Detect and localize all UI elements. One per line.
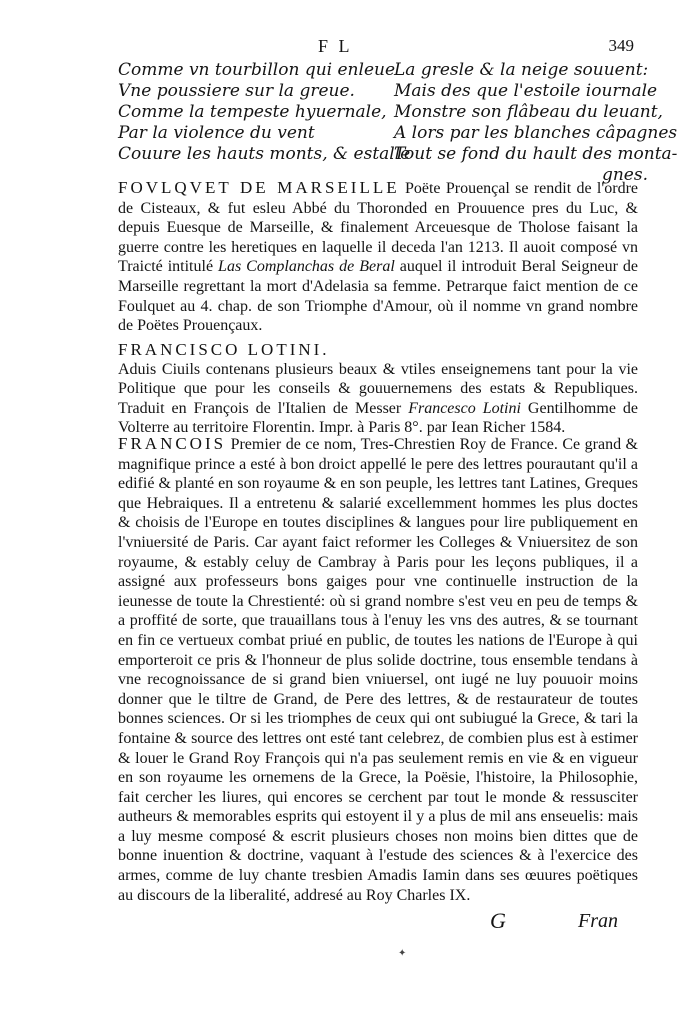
entry-text: Poëte Prouençal se rendit de l'ordre de Cisteaux, & fut esleu Abbé du Thoronded en Prouuence pres du Luc, & depuis Euesque de Marseille, & finalement Arceuesque de Tholose faisant la guerre contre les heretiques en laquelle il deceda l'an 1213. Il auoit composé vn Traicté intitulé <box>118 180 638 276</box>
entry-text: Gentilhomme de Volterre au territoire Florentin. Impr. à Paris 8°. par Iean Richer 1584. <box>118 399 638 437</box>
signature-mark: G <box>490 908 506 933</box>
entry-francois <box>118 434 638 905</box>
poem-line: Tout se fond du hault des monta- <box>394 144 678 164</box>
poem-line: Mais des que l'estoile iournale <box>394 81 658 101</box>
poem-line: La gresle & la neige souuent: <box>394 60 649 80</box>
entry-heading: FOVLQVET DE MARSEILLE <box>118 178 400 197</box>
catchword: Fran <box>578 910 618 932</box>
entry-text: Premier de ce nom, Tres-Chrestien Roy de France. Ce grand & magnifique prince a esté à bon droict appellé le pere des lettres pourautant qu'il a edifié & planté en son royaume & en son peuple, les lettres tant Latines, Greques que Hebraiques. Il a entretenu & salarié excellemment hommes les plus doctes & choisis de l'Europe en toutes disciplines & langues pour lire publiquement en l'vniuersité de Paris. Car ayant faict reformer les Colleges & Vniuersitez de son royaume, & estably celuy de Cambray à Paris pour les leçons publiques, il a assigné aux professeurs bons gaiges pour vne continuelle instruction de la ieunesse de toute la Chrestienté: où si grand nombre s'est veu en peu de temps & a proffité de sorte, que trauaillans tous à l'enuy les vns des autres, & se tournant en fin ce vertueux combat priué en public, de toutes les nations de l'Europe à qui emporteroit ce pris & l'honneur de plus solide doctrine, tous ensemble tendans à vne recognoissance de si grand bien vniuersel, ont iugé ne luy pouuoir moins donner que le tiltre de Grand, de Pere des lettres, & de restaurateur de toutes bonnes sciences. Or si les triomphes de ceux qui ont subiugué la Grece, & tari la fontaine & source des lettres ont esté tant celebrez, de combien plus est à estimer & louer le Grand Roy François qui n'a pas seulement remis en vie & en vigueur en son royaume les ornemens de la Grece, la Poësie, l'histoire, la Philosophie, fait cercher les liures, qui encores se cerchent par tout le monde & ressusciter autheurs & memorables esprits qui estoyent il y a plus de mil ans enseuelis: mais a luy mesme composé & escrit plusieurs choses non moins bien dittes que de bonne inuention & doctrine, vaquant à l'estude des sciences & à l'exercice des armes, comme de luy chante tresbien Amadis Iamin dans ses œuures poëtiques au discours de la liberalité, addresé au Roy Charles IX. <box>118 436 638 904</box>
entry-folquet <box>118 178 638 336</box>
poem-line: Couure les hauts monts, & estalle <box>118 144 411 164</box>
poem-stanza <box>118 60 678 185</box>
entry-heading: FRANCISCO LOTINI. <box>118 340 330 359</box>
page-footer <box>0 908 696 948</box>
entry-lotini <box>118 340 638 438</box>
page-header <box>0 36 696 60</box>
poem-line: Monstre son flâbeau du leuant, <box>394 102 663 122</box>
page-number: 349 <box>608 36 634 55</box>
author-name: Francesco Lotini <box>408 399 521 417</box>
poem-line: Comme la tempeste hyuernale, <box>118 102 387 122</box>
poem-line: Comme vn tourbillon qui enleue <box>118 60 396 80</box>
entry-heading: FRANCOIS <box>118 434 227 453</box>
poem-right-column <box>394 60 678 186</box>
entry-text: auquel il introduit Beral Seigneur de Marseille regrettant la mort d'Adelasia sa femme. Petrarque faict mention de ce Foulquet au 4. chap. de son Triomphe d'Amour, où il nomme vn grand nombre de Poëtes Prouençaux. <box>118 258 639 335</box>
poem-line: Par la violence du vent <box>118 123 315 143</box>
poem-line: A lors par les blanches câpagnes <box>394 123 678 143</box>
ornament-icon: ✦ <box>398 948 407 959</box>
work-title: Las Complanchas de Beral <box>218 258 395 276</box>
poem-left-column <box>118 60 411 165</box>
running-head: F L <box>318 36 353 56</box>
poem-line: Vne poussiere sur la greue. <box>118 81 355 101</box>
poem-line: gnes. <box>601 165 648 185</box>
entry-text: Aduis Ciuils contenans plusieurs beaux & vtiles enseignemens tant pour la vie Politique que pour les conseils & gouuernemens des estats & Republiques. Traduit en François de l'Italien de Messer <box>118 360 638 417</box>
